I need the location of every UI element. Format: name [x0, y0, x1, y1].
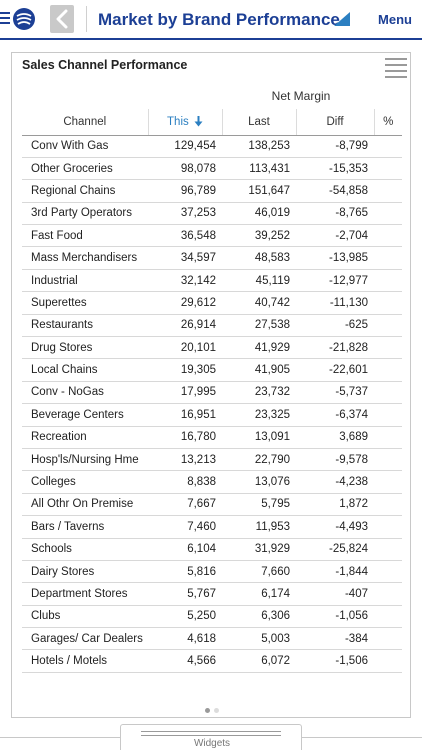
cell-last: 41,929	[222, 337, 296, 359]
cell-pct	[374, 471, 402, 493]
cell-channel: 3rd Party Operators	[22, 202, 148, 224]
table-row[interactable]	[22, 516, 402, 538]
cell-this: 32,142	[148, 269, 222, 291]
table-row[interactable]	[22, 314, 402, 336]
cell-diff: -384	[296, 628, 374, 650]
cell-diff: -21,828	[296, 337, 374, 359]
cell-diff: -8,799	[296, 135, 374, 157]
cell-diff: -2,704	[296, 225, 374, 247]
cell-this: 16,951	[148, 404, 222, 426]
table-row[interactable]	[22, 583, 402, 605]
cell-channel: Industrial	[22, 269, 148, 291]
cell-channel: Department Stores	[22, 583, 148, 605]
cell-last: 45,119	[222, 269, 296, 291]
cell-last: 13,091	[222, 426, 296, 448]
cell-diff: -9,578	[296, 448, 374, 470]
back-chevron-icon	[55, 9, 69, 29]
cell-last: 23,732	[222, 381, 296, 403]
cell-channel: Restaurants	[22, 314, 148, 336]
cell-diff: -25,824	[296, 538, 374, 560]
cell-diff: -4,493	[296, 516, 374, 538]
cell-this: 17,995	[148, 381, 222, 403]
cell-last: 39,252	[222, 225, 296, 247]
cell-pct	[374, 538, 402, 560]
cell-pct	[374, 225, 402, 247]
top-bar	[0, 0, 422, 40]
cell-diff: 1,872	[296, 493, 374, 515]
cell-last: 6,072	[222, 650, 296, 672]
cell-this: 13,213	[148, 448, 222, 470]
widgets-tab[interactable]	[120, 724, 302, 750]
cell-channel: Conv - NoGas	[22, 381, 148, 403]
cell-this: 26,914	[148, 314, 222, 336]
column-header-pct[interactable]: %	[374, 109, 402, 135]
cell-pct	[374, 157, 402, 179]
cell-last: 6,174	[222, 583, 296, 605]
cell-this: 7,667	[148, 493, 222, 515]
logo-icon[interactable]	[12, 7, 36, 31]
cell-diff: -15,353	[296, 157, 374, 179]
cell-diff: -6,374	[296, 404, 374, 426]
cell-diff: -54,858	[296, 180, 374, 202]
cell-channel: Bars / Taverns	[22, 516, 148, 538]
cell-pct	[374, 628, 402, 650]
cell-pct	[374, 448, 402, 470]
column-header-this[interactable]	[148, 109, 222, 135]
cell-pct	[374, 314, 402, 336]
cell-last: 23,325	[222, 404, 296, 426]
sort-down-icon	[194, 116, 203, 127]
cell-channel: Beverage Centers	[22, 404, 148, 426]
cell-this: 19,305	[148, 359, 222, 381]
cell-last: 151,647	[222, 180, 296, 202]
cell-last: 46,019	[222, 202, 296, 224]
cell-this: 20,101	[148, 337, 222, 359]
cell-this: 96,789	[148, 180, 222, 202]
cell-channel: Colleges	[22, 471, 148, 493]
cell-pct	[374, 516, 402, 538]
cell-channel: Local Chains	[22, 359, 148, 381]
cell-pct	[374, 583, 402, 605]
cell-this: 29,612	[148, 292, 222, 314]
cell-pct	[374, 337, 402, 359]
table-row[interactable]	[22, 628, 402, 650]
cell-pct	[374, 493, 402, 515]
column-header-last[interactable]: Last	[222, 109, 296, 135]
table-row[interactable]	[22, 471, 402, 493]
cell-channel: Regional Chains	[22, 180, 148, 202]
table-row[interactable]	[22, 448, 402, 470]
cell-channel: Mass Merchandisers	[22, 247, 148, 269]
table-row[interactable]	[22, 560, 402, 582]
header-rule	[0, 38, 422, 40]
cell-pct	[374, 247, 402, 269]
table-row[interactable]	[22, 180, 402, 202]
table-row[interactable]	[22, 225, 402, 247]
header-divider	[86, 6, 87, 32]
widgets-label: Widgets	[193, 738, 231, 749]
cell-this: 16,780	[148, 426, 222, 448]
cell-channel: Other Groceries	[22, 157, 148, 179]
cell-this: 8,838	[148, 471, 222, 493]
table-row[interactable]	[22, 247, 402, 269]
cell-last: 113,431	[222, 157, 296, 179]
page-dot[interactable]	[214, 708, 219, 713]
cell-channel: Recreation	[22, 426, 148, 448]
cell-channel: Conv With Gas	[22, 135, 148, 157]
cell-this: 4,566	[148, 650, 222, 672]
cell-diff: -4,238	[296, 471, 374, 493]
cell-diff: -1,056	[296, 605, 374, 627]
card-menu-icon[interactable]	[385, 58, 407, 78]
table-row[interactable]	[22, 359, 402, 381]
cell-channel: Hotels / Motels	[22, 650, 148, 672]
cell-channel: Clubs	[22, 605, 148, 627]
cell-this: 5,250	[148, 605, 222, 627]
cell-diff: -5,737	[296, 381, 374, 403]
cell-last: 31,929	[222, 538, 296, 560]
cell-this: 129,454	[148, 135, 222, 157]
cell-last: 6,306	[222, 605, 296, 627]
cell-diff: -11,130	[296, 292, 374, 314]
cell-last: 40,742	[222, 292, 296, 314]
table-row[interactable]	[22, 269, 402, 291]
cell-pct	[374, 426, 402, 448]
cell-last: 138,253	[222, 135, 296, 157]
cell-diff: -22,601	[296, 359, 374, 381]
cell-pct	[374, 269, 402, 291]
cell-pct	[374, 180, 402, 202]
cell-last: 27,538	[222, 314, 296, 336]
cell-channel: Hosp'ls/Nursing Hme	[22, 448, 148, 470]
table-header-row	[22, 109, 402, 135]
cell-channel: All Othr On Premise	[22, 493, 148, 515]
cell-channel: Drug Stores	[22, 337, 148, 359]
cell-this: 4,618	[148, 628, 222, 650]
page-indicator	[203, 700, 221, 718]
cell-this: 36,548	[148, 225, 222, 247]
cell-channel: Superettes	[22, 292, 148, 314]
cell-channel: Dairy Stores	[22, 560, 148, 582]
table-row[interactable]	[22, 650, 402, 672]
cell-diff: -625	[296, 314, 374, 336]
table-row[interactable]	[22, 337, 402, 359]
cell-pct	[374, 292, 402, 314]
cell-diff: 3,689	[296, 426, 374, 448]
table-row[interactable]	[22, 202, 402, 224]
cell-diff: -8,765	[296, 202, 374, 224]
table-row[interactable]	[22, 381, 402, 403]
cell-this: 5,816	[148, 560, 222, 582]
cell-this: 34,597	[148, 247, 222, 269]
column-header-diff[interactable]: Diff	[296, 109, 374, 135]
cell-last: 41,905	[222, 359, 296, 381]
cell-last: 13,076	[222, 471, 296, 493]
table-row[interactable]	[22, 404, 402, 426]
menu-button[interactable]: Menu	[378, 12, 412, 27]
cell-diff: -1,844	[296, 560, 374, 582]
cell-pct	[374, 560, 402, 582]
cell-this: 98,078	[148, 157, 222, 179]
cell-channel: Fast Food	[22, 225, 148, 247]
cell-diff: -12,977	[296, 269, 374, 291]
cell-last: 7,660	[222, 560, 296, 582]
table-row[interactable]	[22, 605, 402, 627]
cell-diff: -1,506	[296, 650, 374, 672]
back-button[interactable]	[50, 5, 74, 33]
table-row[interactable]	[22, 538, 402, 560]
cell-diff: -13,985	[296, 247, 374, 269]
cell-last: 48,583	[222, 247, 296, 269]
table-row[interactable]	[22, 135, 402, 157]
cell-pct	[374, 359, 402, 381]
cell-pct	[374, 381, 402, 403]
cell-pct	[374, 404, 402, 426]
table-row[interactable]	[22, 157, 402, 179]
cell-this: 6,104	[148, 538, 222, 560]
sales-channel-card	[11, 52, 411, 718]
page-dot[interactable]	[205, 708, 210, 713]
column-header-channel[interactable]: Channel	[22, 109, 148, 135]
cell-pct	[374, 202, 402, 224]
cell-pct	[374, 650, 402, 672]
cell-last: 11,953	[222, 516, 296, 538]
cell-channel: Garages/ Car Dealers	[22, 628, 148, 650]
cell-this: 7,460	[148, 516, 222, 538]
cell-pct	[374, 135, 402, 157]
table-row[interactable]	[22, 493, 402, 515]
cell-this: 37,253	[148, 202, 222, 224]
channel-table	[22, 109, 402, 673]
cell-last: 5,795	[222, 493, 296, 515]
cell-last: 22,790	[222, 448, 296, 470]
cell-this: 5,767	[148, 583, 222, 605]
page-title: Market by Brand Performance	[98, 10, 340, 29]
table-row[interactable]	[22, 426, 402, 448]
table-row[interactable]	[22, 292, 402, 314]
triangle-icon[interactable]	[334, 12, 350, 26]
cell-last: 5,003	[222, 628, 296, 650]
cell-diff: -407	[296, 583, 374, 605]
cell-channel: Schools	[22, 538, 148, 560]
net-margin-header: Net Margin	[271, 89, 331, 103]
cell-pct	[374, 605, 402, 627]
card-title: Sales Channel Performance	[22, 58, 188, 72]
column-header-this-label: This	[167, 115, 189, 128]
